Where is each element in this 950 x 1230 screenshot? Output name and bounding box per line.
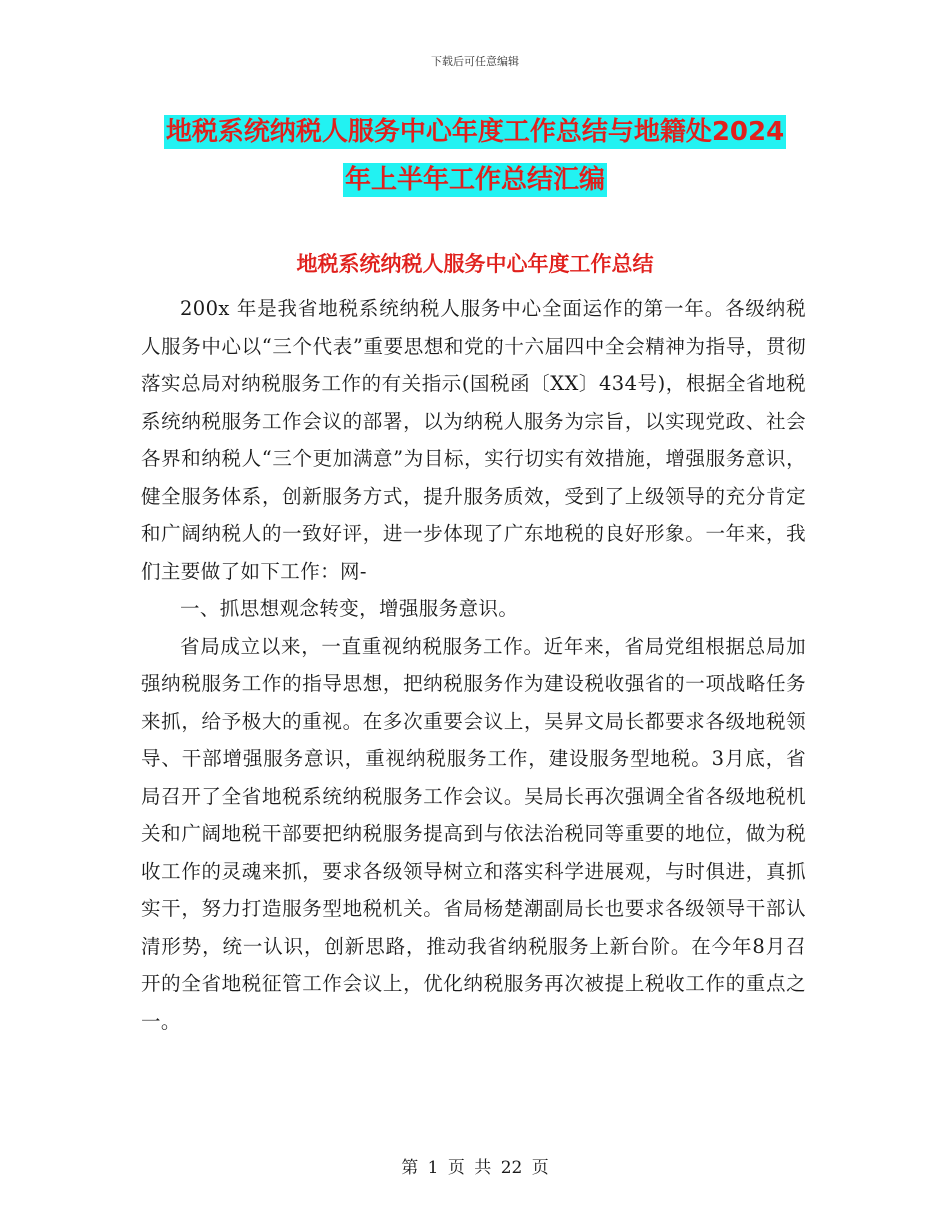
paragraph-intro: 200x 年是我省地税系统纳税人服务中心全面运作的第一年。各级纳税人服务中心以“三个代表”重要思想和党的十六届四中全会精神为指导，贯彻落实总局对纳税服务工作的有关指示(国税函〔XX〕434号)，根据全省地税系统纳税服务工作会议的部署，以为纳税人服务为宗旨，以实现党政、社会各界和纳税人“三个更加满意”为目标，实行切实有效措施，增强服务意识，健全服务体系，创新服务方式，提升服务质效，受到了上级领导的充分肯定和广阔纳税人的一致好评，进一步体现了广东地税的良好形象。一年来，我们主要做了如下工作：网- <box>141 297 806 583</box>
paragraph-body-1: 省局成立以来，一直重视纳税服务工作。近年来，省局党组根据总局加强纳税服务工作的指导思想，把纳税服务作为建设税收强省的一项战略任务来抓，给予极大的重视。在多次重要会议上，吴昇文局长都要求各级地税领导、干部增强服务意识，重视纳税服务工作，建设服务型地税。3月底，省局召开了全省地税系统纳税服务工作会议。吴局长再次强调全省各级地税机关和广阔地税干部要把纳税服务提高到与依法治税同等重要的地位，做为税收工作的灵魂来抓，要求各级领导树立和落实科学进展观，与时俱进，真抓实干，努力打造服务型地税机关。省局杨楚潮副局长也要求各级领导干部认清形势，统一认识，创新思路，推动我省纳税服务上新台阶。在今年8月召开的全省地税征管工作会议上，优化纳税服务再次被提上税收工作的重点之一。 <box>141 634 806 1033</box>
section-heading: 地税系统纳税人服务中心年度工作总结 <box>296 252 654 276</box>
title-line-1: 地税系统纳税人服务中心年度工作总结与地籍处2024 <box>165 117 785 147</box>
page-footer: 第 1 页 共 22 页 <box>401 1158 549 1178</box>
document-title <box>140 108 810 204</box>
header-note: 下载后可任意编辑 <box>431 55 519 68</box>
title-line-2: 年上半年工作总结汇编 <box>344 165 605 195</box>
paragraph-heading-1: 一、抓思想观念转变，增强服务意识。 <box>180 597 519 620</box>
document-body <box>141 290 806 1040</box>
